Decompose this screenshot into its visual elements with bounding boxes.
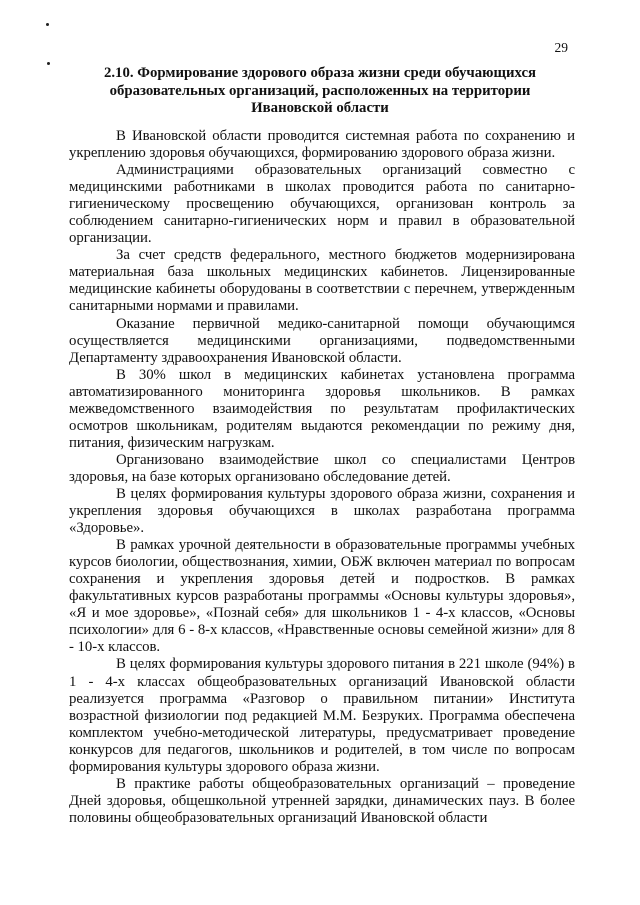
page-number: 29 [554,40,568,55]
heading-line-1: 2.10. Формирование здорового образа жизни среди обучающихся [103,65,537,81]
heading-line-3: Ивановской области [251,100,389,116]
scan-speck [47,62,50,65]
paragraph: Организовано взаимодействие школ со специалистами Центров здоровья, на базе которых организовано обследование детей. [69,451,575,485]
paragraph: В 30% школ в медицинских кабинетах установлена программа автоматизированного мониторинга здоровья школьников. В рамках межведомственного взаимодействия по результатам профилактических осмотров школьникам, родителям выдаются рекомендации по режиму дня, питания, физическим нагрузкам. [69,366,575,451]
paragraph: Оказание первичной медико-санитарной помощи обучающимся осуществляется медицинскими организациями, подведомственными Департаменту здравоохранения Ивановской области. [69,315,575,366]
scan-speck [46,23,49,26]
paragraph: В рамках урочной деятельности в образовательные программы учебных курсов биологии, обществознания, химии, ОБЖ включен материал по вопросам сохранения и укрепления здоровья детей и подростков. В рамках факультативных курсов разработаны программы «Основы культуры здоровья», «Я и мое здоровье», «Познай себя» для школьников 1 - 4-х классов, «Основы психологии» для 6 - 8-х классов, «Нравственные основы семейной жизни» для 8 - 10-х классов. [69,537,575,656]
heading-line-2: образовательных организаций, расположенных на территории [109,82,531,99]
paragraph: В практике работы общеобразовательных организаций – проведение Дней здоровья, общешкольной утренней зарядки, динамических пауз. В более половины общеобразовательных организаций Ивановской области [69,775,575,826]
section-heading [64,65,576,118]
body-text [69,128,575,827]
paragraph: В целях формирования культуры здорового образа жизни, сохранения и укрепления здоровья обучающихся в школах разработана программа «Здоровье». [69,485,575,537]
paragraph: В Ивановской области проводится системная работа по сохранению и укреплению здоровья обучающихся, формированию здорового образа жизни. [69,128,575,162]
paragraph: Администрациями образовательных организаций совместно с медицинскими работниками в школах проводится работа по санитарно-гигиеническому просвещению обучающихся, организован контроль за соблюдением санитарно-гигиенических норм и правил в образовательной организации. [69,162,575,247]
paragraph: В целях формирования культуры здорового питания в 221 школе (94%) в 1 - 4-х классах общеобразовательных организаций Ивановской области реализуется программа «Разговор о правильном питании» Института возрастной физиологии под редакцией М.М. Безруких. Программа обеспечена комплектом учебно-методической литературы, предусматривает проведение конкурсов для педагогов, школьников и родителей, в том числе по вопросам формирования культуры здорового образа жизни. [69,656,575,775]
paragraph: За счет средств федерального, местного бюджетов модернизирована материальная база школьных медицинских кабинетов. Лицензированные медицинские кабинеты оборудованы в соответствии с перечнем, утвержденным санитарными нормами и правилами. [69,247,575,315]
